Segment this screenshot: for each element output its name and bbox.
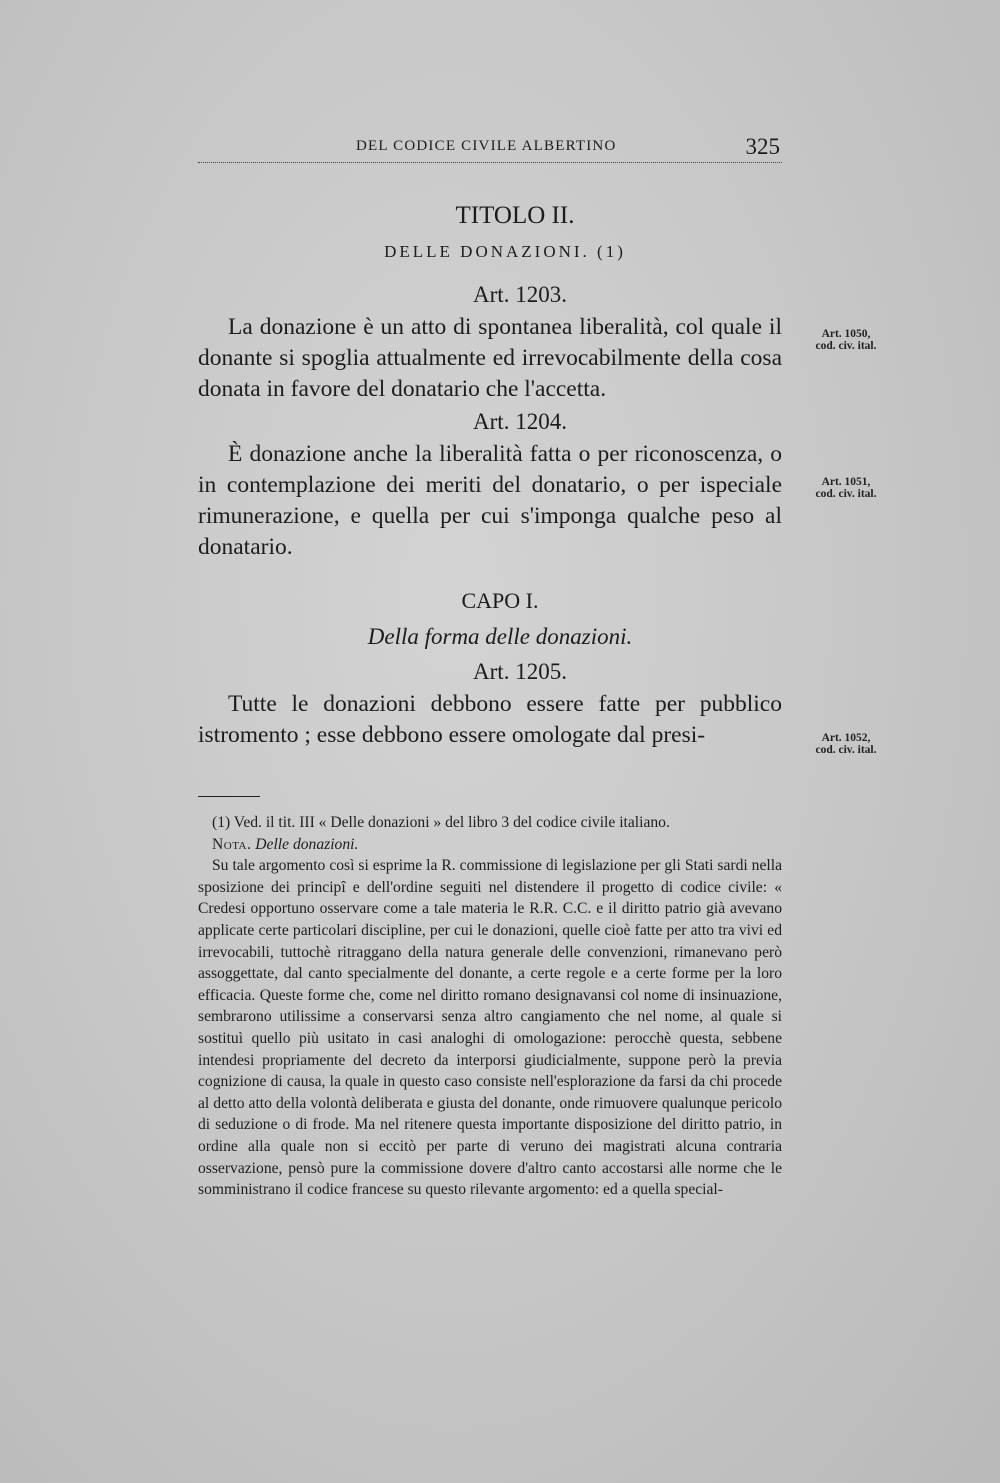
article-heading-1203: Art. 1203.: [473, 282, 567, 307]
margin-note-1205: [800, 732, 892, 756]
margin-note-line: cod. civ. ital.: [815, 744, 877, 756]
nota-label: Nota.: [212, 835, 252, 853]
footnote-body: Su tale argomento così si esprime la R. commissione di legislazione per gli Stati sardi nella sposizione dei principî e dell'ordine seguiti nel distendere il progetto di codice civile: « Credesi opportuno osservare come a tale materia le R.R. C.C. e il diritto patrio già avevano applicate certe particolari discipline, per cui le donazioni, quelle cioè fatte per atto tra vivi ed irrevocabili, tuttochè ritraggano della natura generale delle convenzioni, rimanevano però assoggettate, dal canto specialmente del donante, a certe regole e a certe forme per la loro efficacia. Queste forme che, come nel diritto romano designavansi col nome di insinuazione, sembrarono utilissime a conservarsi senza altro cangiamento che nel nome, al quale si sostituì quello più usitato in casi analoghi di omologazione: perocchè questa, sebbene intendesi propriamente del decreto da interporsi giudicialmente, suppone però la previa cognizione di causa, la quale in questo caso consiste nell'esplorazione da farsi da chi procede al detto atto della volontà deliberata e giusta del donante, onde rimuovere qualunque pericolo di seduzione o di frode. Ma nel ritenere questa importante disposizione del diritto patrio, in ordine alla quale non si eccitò per parte di veruno dei magistrati alcuna contraria osservazione, pensò pure la commissione dovere d'altro canto accostarsi alle norme che le somministrano il codice francese su questo rilevante argomento: ed a quella special-: [198, 857, 782, 1199]
titolo-heading: TITOLO II.: [455, 202, 575, 229]
footnote-reference: (1) Ved. il tit. III « Delle donazioni » del libro 3 del codice civile italiano.: [212, 814, 670, 831]
margin-note-line: Art. 1050,: [821, 328, 871, 340]
margin-note-line: cod. civ. ital.: [815, 340, 877, 352]
margin-note-1203: [800, 328, 892, 352]
main-text: [198, 196, 782, 751]
margin-note-line: Art. 1051,: [821, 476, 871, 488]
footnote-nota: [198, 834, 782, 856]
footnote-rule: [198, 796, 260, 797]
article-text-1204: È donazione anche la liberalità fatta o per riconoscenza, o in contemplazione dei meriti del donatario, o per ispeciale rimunerazione, e quella per cui s'imponga qualche peso al donatario.: [198, 441, 782, 560]
capo-subheading: Della forma delle donazioni.: [367, 624, 633, 649]
running-head: [198, 134, 782, 168]
page-number: 325: [745, 134, 780, 159]
margin-note-1204: [800, 476, 892, 500]
article-heading-1205: Art. 1205.: [473, 659, 567, 684]
footnotes: [198, 812, 782, 1201]
capo-heading: CAPO I.: [461, 588, 539, 613]
header-rule: [198, 162, 782, 163]
margin-note-line: Art. 1052,: [821, 732, 871, 744]
titolo-subtitle: DELLE DONAZIONI. (1): [384, 242, 626, 261]
article-text-1205: Tutte le donazioni debbono essere fatte per pubblico istromento ; esse debbono essere omologate dal presi-: [198, 691, 782, 748]
margin-note-line: cod. civ. ital.: [815, 488, 877, 500]
nota-title: Delle donazioni.: [255, 835, 359, 853]
article-heading-1204: Art. 1204.: [473, 409, 567, 434]
article-text-1203: La donazione è un atto di spontanea liberalità, col quale il donante si spoglia attualmente ed irrevocabilmente della cosa donata in favore del donatario che l'accetta.: [198, 314, 782, 402]
running-title: DEL CODICE CIVILE ALBERTINO: [356, 138, 617, 154]
